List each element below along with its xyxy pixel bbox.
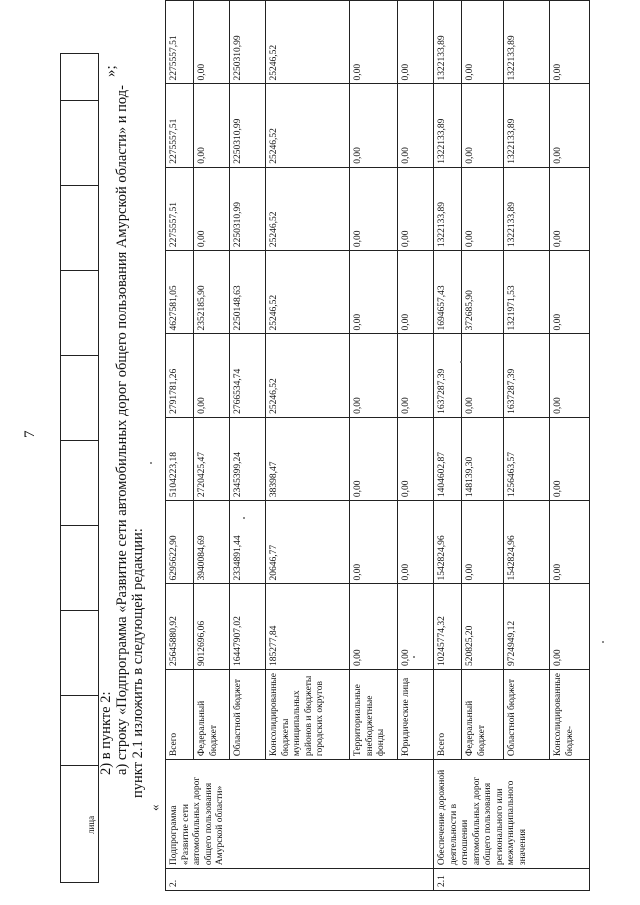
amount-cell: 2275557,51	[166, 84, 194, 167]
amount-cell: 0,00	[462, 84, 504, 167]
scan-speck	[243, 517, 245, 519]
amount-cell: 1637287,39	[504, 334, 550, 417]
amount-cell: 25246,52	[266, 167, 350, 250]
amount-cell: 0,00	[194, 167, 230, 250]
scan-speck	[460, 361, 462, 363]
amount-cell: 1542824,96	[434, 501, 462, 584]
amount-cell: 185277,84	[266, 584, 350, 669]
financing-table	[165, 0, 590, 891]
amount-cell: 1322133,89	[504, 84, 550, 167]
amount-cell: 0,00	[398, 417, 434, 500]
amount-cell: 0,00	[350, 1, 398, 84]
closing-quote-mark: »;	[103, 65, 119, 77]
funding-source-cell: Всего	[434, 669, 462, 759]
amount-cell: 0,00	[462, 334, 504, 417]
row-number-cell: 2.1	[434, 869, 590, 891]
amount-cell: 0,00	[398, 251, 434, 334]
table-row	[266, 1, 350, 891]
funding-source-cell: Консолидированные бюдже-	[550, 669, 590, 759]
scan-speck	[413, 656, 415, 658]
table-row	[504, 1, 550, 891]
amount-cell: 1256463,57	[504, 417, 550, 500]
paragraph-subitem: а) строку «Подпрограмма «Развитие сети автомобильных дорог общего пользования Амурской области» и под-	[114, 85, 130, 775]
amount-cell: 0,00	[550, 167, 590, 250]
amount-cell: 25246,52	[266, 334, 350, 417]
amount-cell: 0,00	[350, 501, 398, 584]
amount-cell: 0,00	[462, 167, 504, 250]
amount-cell: 5104223,18	[166, 417, 194, 500]
amount-cell: 520825,20	[462, 584, 504, 669]
table-column-line	[61, 440, 98, 441]
program-name-cell: Обеспечение дорожной деятельности в отношении автомобильных дорог общего пользования регионального или межмуниципального значения	[434, 760, 590, 869]
amount-cell: 1322133,89	[434, 1, 462, 84]
amount-cell: 0,00	[350, 251, 398, 334]
amount-cell: 4627581,05	[166, 251, 194, 334]
table-column-line	[61, 100, 98, 101]
amount-cell: 2766534,74	[230, 334, 266, 417]
amount-cell: 0,00	[398, 501, 434, 584]
amount-cell: 25246,52	[266, 84, 350, 167]
amount-cell: 6295622,90	[166, 501, 194, 584]
table-column-line	[61, 765, 98, 766]
table-column-line	[61, 525, 98, 526]
amount-cell: 25645880,92	[166, 584, 194, 669]
amount-cell: 1542824,96	[504, 501, 550, 584]
amount-cell: 0,00	[550, 251, 590, 334]
amount-cell: 0,00	[398, 167, 434, 250]
table-column-line	[61, 355, 98, 356]
amount-cell: 1321971,53	[504, 251, 550, 334]
amount-cell: 9724949,12	[504, 584, 550, 669]
previous-table-fragment	[60, 53, 99, 883]
amount-cell: 372685,90	[462, 251, 504, 334]
amount-cell: 0,00	[462, 1, 504, 84]
amount-cell: 2250310,99	[230, 1, 266, 84]
amount-cell: 10245774,32	[434, 584, 462, 669]
amount-cell: 2345399,24	[230, 417, 266, 500]
funding-source-cell: Консолидированные бюджеты муниципальных районов и бюджеты городских округов	[266, 669, 350, 759]
amount-cell: 0,00	[398, 1, 434, 84]
table-row	[194, 1, 230, 891]
table-row	[462, 1, 504, 891]
amount-cell: 0,00	[550, 417, 590, 500]
amount-cell: 0,00	[462, 501, 504, 584]
amount-cell: 2250310,99	[230, 167, 266, 250]
table-column-line	[61, 185, 98, 186]
amount-cell: 0,00	[398, 334, 434, 417]
table-column-line	[61, 610, 98, 611]
amount-cell: 2275557,51	[166, 1, 194, 84]
table-column-line	[61, 270, 98, 271]
amount-cell: 0,00	[194, 84, 230, 167]
amount-cell: 0,00	[194, 1, 230, 84]
amount-cell: 0,00	[550, 501, 590, 584]
funding-source-cell: Федеральный бюджет	[194, 669, 230, 759]
scan-speck	[602, 641, 604, 643]
amount-cell: 0,00	[350, 334, 398, 417]
table-column-line	[61, 695, 98, 696]
table-row	[350, 1, 398, 891]
table-row	[398, 1, 434, 891]
amount-cell: 2250310,99	[230, 84, 266, 167]
page-number: 7	[22, 430, 38, 438]
scan-speck	[150, 462, 152, 464]
amount-cell: 0,00	[550, 84, 590, 167]
table-row	[166, 1, 194, 891]
amount-cell: 2720425,47	[194, 417, 230, 500]
amount-cell: 0,00	[398, 584, 434, 669]
table-cell-text: лица	[86, 815, 96, 834]
amount-cell: 2352185,90	[194, 251, 230, 334]
amount-cell: 1637287,39	[434, 334, 462, 417]
amount-cell: 0,00	[194, 334, 230, 417]
amount-cell: 0,00	[550, 1, 590, 84]
table-row	[550, 1, 590, 891]
amount-cell: 25246,52	[266, 1, 350, 84]
amount-cell: 0,00	[350, 417, 398, 500]
amount-cell: 1694657,43	[434, 251, 462, 334]
funding-source-cell: Юридические лица	[398, 669, 434, 759]
funding-source-cell: Территориальные внебюджетные фонды	[350, 669, 398, 759]
amount-cell: 1322133,89	[434, 84, 462, 167]
amount-cell: 1322133,89	[434, 167, 462, 250]
opening-quote-mark: «	[147, 804, 162, 811]
amount-cell: 16447907,02	[230, 584, 266, 669]
amount-cell: 0,00	[350, 167, 398, 250]
amount-cell: 0,00	[398, 84, 434, 167]
amount-cell: 2791781,26	[166, 334, 194, 417]
amount-cell: 1404602,87	[434, 417, 462, 500]
paragraph-continuation: пункт 2.1 изложить в следующей редакции:	[130, 528, 146, 798]
amount-cell: 0,00	[550, 334, 590, 417]
program-name-cell: Подпрограмма «Развитие сети автомобильных дорог общего пользования Амурской области»	[166, 760, 434, 869]
amount-cell: 0,00	[350, 584, 398, 669]
amount-cell: 1322133,89	[504, 1, 550, 84]
amount-cell: 2250148,63	[230, 251, 266, 334]
row-number-cell: 2.	[166, 869, 434, 891]
amount-cell: 0,00	[550, 584, 590, 669]
amount-cell: 0,00	[350, 84, 398, 167]
amount-cell: 1322133,89	[504, 167, 550, 250]
amount-cell: 148139,30	[462, 417, 504, 500]
funding-source-cell: Федеральный бюджет	[462, 669, 504, 759]
amount-cell: 25246,52	[266, 251, 350, 334]
amount-cell: 9012696,06	[194, 584, 230, 669]
amount-cell: 2334891,44	[230, 501, 266, 584]
funding-source-cell: Всего	[166, 669, 194, 759]
paragraph-item: 2) в пункте 2:	[98, 691, 114, 775]
amount-cell: 20646,77	[266, 501, 350, 584]
table-row	[434, 1, 462, 891]
amount-cell: 3940084,69	[194, 501, 230, 584]
funding-source-cell: Областной бюджет	[504, 669, 550, 759]
amount-cell: 38398,47	[266, 417, 350, 500]
table-row	[230, 1, 266, 891]
amount-cell: 2275557,51	[166, 167, 194, 250]
funding-source-cell: Областной бюджет	[230, 669, 266, 759]
